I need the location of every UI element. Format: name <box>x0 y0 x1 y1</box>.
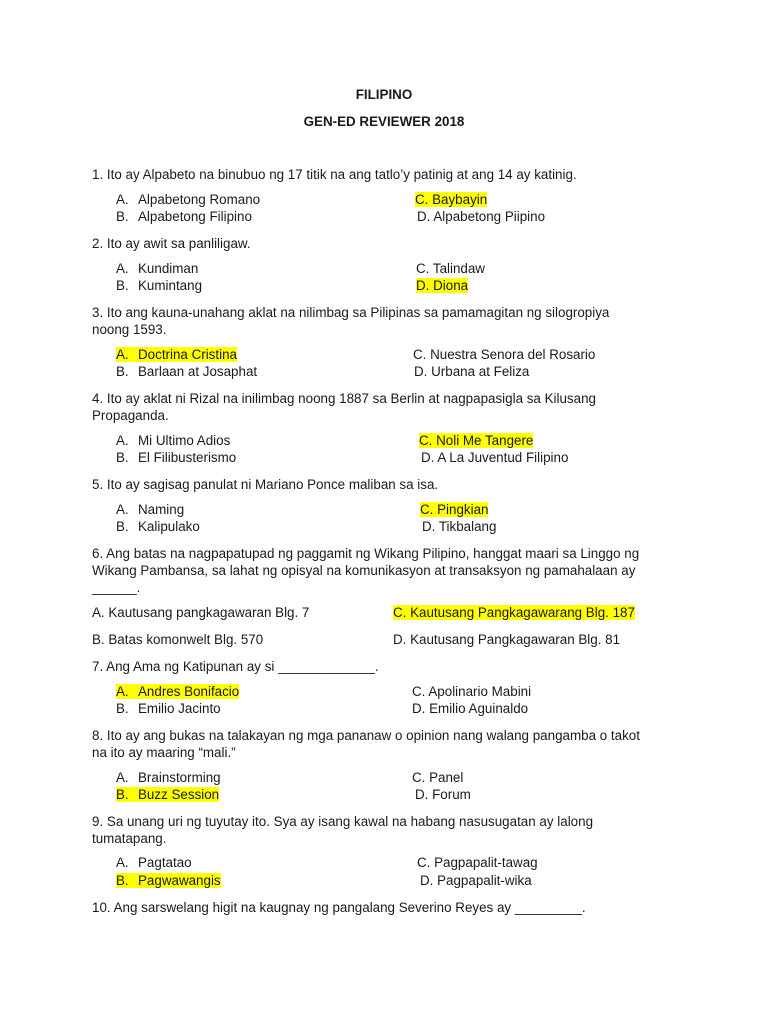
q9-option-a: A. Pagtatao <box>116 855 192 870</box>
q2-option-c: C. Talindaw <box>416 261 485 276</box>
q1-option-d: D. Alpabetong Piipino <box>417 209 546 224</box>
question-9-line-2: tumatapang. <box>92 831 167 846</box>
question-6-line-1: 6. Ang batas na nagpapatupad ng paggamit ng Wikang Pilipino, hanggat maari sa Linggo ng <box>92 546 640 561</box>
answer-highlight: C. Noli Me Tangere <box>419 433 534 448</box>
question-9-line-1: 9. Sa unang uri ng tuyutay ito. Sya ay isang kawal na habang nasusugatan ay lalong <box>92 814 594 829</box>
q6-option-c <box>393 605 635 621</box>
question-6-line-3: ______. <box>92 580 141 595</box>
q5-option-b: B. Kalipulako <box>116 519 200 534</box>
q9-option-c: C. Pagpapalit-tawag <box>417 855 538 870</box>
answer-highlight: C. Baybayin <box>415 192 488 207</box>
question-4-line-1: 4. Ito ay aklat ni Rizal na inilimbag noong 1887 sa Berlin at nagpapasigla sa Kilusang <box>92 391 596 406</box>
q1-option-b: B. Alpabetong Filipino <box>116 209 252 224</box>
q6-option-a: A. Kautusang pangkagawaran Blg. 7 <box>92 605 310 620</box>
q1-option-a: A. Alpabetong Romano <box>116 192 261 207</box>
document-subtitle: GEN-ED REVIEWER 2018 <box>303 114 465 129</box>
q3-option-a <box>116 347 237 363</box>
answer-highlight: D. Diona <box>416 278 469 293</box>
question-3-line-1: 3. Ito ang kauna-unahang aklat na nilimbag sa Pilipinas sa pamamagitan ng silogropiya <box>92 305 610 320</box>
q3-option-d: D. Urbana at Feliza <box>414 364 530 379</box>
q2-option-d <box>416 278 468 294</box>
q8-option-b <box>116 787 219 803</box>
q5-option-c <box>420 502 488 518</box>
q5-option-d: D. Tikbalang <box>422 519 497 534</box>
q9-option-b <box>116 873 221 889</box>
q7-option-b: B. Emilio Jacinto <box>116 701 221 716</box>
q1-option-c <box>415 192 487 208</box>
answer-highlight: C. Kautusang Pangkagawarang Blg. 187 <box>393 605 635 620</box>
question-4-line-2: Propaganda. <box>92 408 169 423</box>
q4-option-d: D. A La Juventud Filipino <box>421 450 569 465</box>
answer-highlight: B. Buzz Session <box>116 787 220 802</box>
question-8-line-1: 8. Ito ay ang bukas na talakayan ng mga pananaw o opinion nang walang pangamba o takot <box>92 728 640 743</box>
q2-option-a: A. Kundiman <box>116 261 199 276</box>
answer-highlight: A. Doctrina Cristina <box>116 347 237 362</box>
q4-option-c <box>419 433 533 449</box>
document-title: FILIPINO <box>355 87 413 102</box>
question-3-line-2: noong 1593. <box>92 322 167 337</box>
q3-option-c: C. Nuestra Senora del Rosario <box>413 347 596 362</box>
q6-option-b: B. Batas komonwelt Blg. 570 <box>92 632 264 647</box>
q8-option-a: A. Brainstorming <box>116 770 221 785</box>
q8-option-d: D. Forum <box>415 787 471 802</box>
question-5: 5. Ito ay sagisag panulat ni Mariano Ponce maliban sa isa. <box>92 477 439 492</box>
question-7: 7. Ang Ama ng Katipunan ay si _____________. <box>92 659 379 674</box>
question-2: 2. Ito ay awit sa panliligaw. <box>92 236 251 251</box>
answer-highlight: B. Pagwawangis <box>116 873 221 888</box>
q5-option-a: A. Naming <box>116 502 185 517</box>
q9-option-d: D. Pagpapalit-wika <box>420 873 532 888</box>
q7-option-c: C. Apolinario Mabini <box>412 684 532 699</box>
q6-option-d: D. Kautusang Pangkagawaran Blg. 81 <box>393 632 621 647</box>
answer-highlight: C. Pingkian <box>420 502 489 517</box>
q3-option-b: B. Barlaan at Josaphat <box>116 364 258 379</box>
q4-option-b: B. El Filibusterismo <box>116 450 237 465</box>
question-8-line-2: na ito ay maaring “mali.” <box>92 745 236 760</box>
question-10: 10. Ang sarswelang higit na kaugnay ng pangalang Severino Reyes ay _________. <box>92 900 586 915</box>
question-6-line-2: Wikang Pambansa, sa lahat ng opisyal na komunikasyon at transaksyon ng pamahalaan ay <box>92 563 636 578</box>
q7-option-a <box>116 684 239 700</box>
q7-option-d: D. Emilio Aguinaldo <box>412 701 529 716</box>
q4-option-a: A. Mi Ultimo Adios <box>116 433 231 448</box>
question-1: 1. Ito ay Alpabeto na binubuo ng 17 titik na ang tatlo’y patinig at ang 14 ay katinig. <box>92 167 577 182</box>
answer-highlight: A. Andres Bonifacio <box>116 684 240 699</box>
q8-option-c: C. Panel <box>412 770 464 785</box>
q2-option-b: B. Kumintang <box>116 278 203 293</box>
